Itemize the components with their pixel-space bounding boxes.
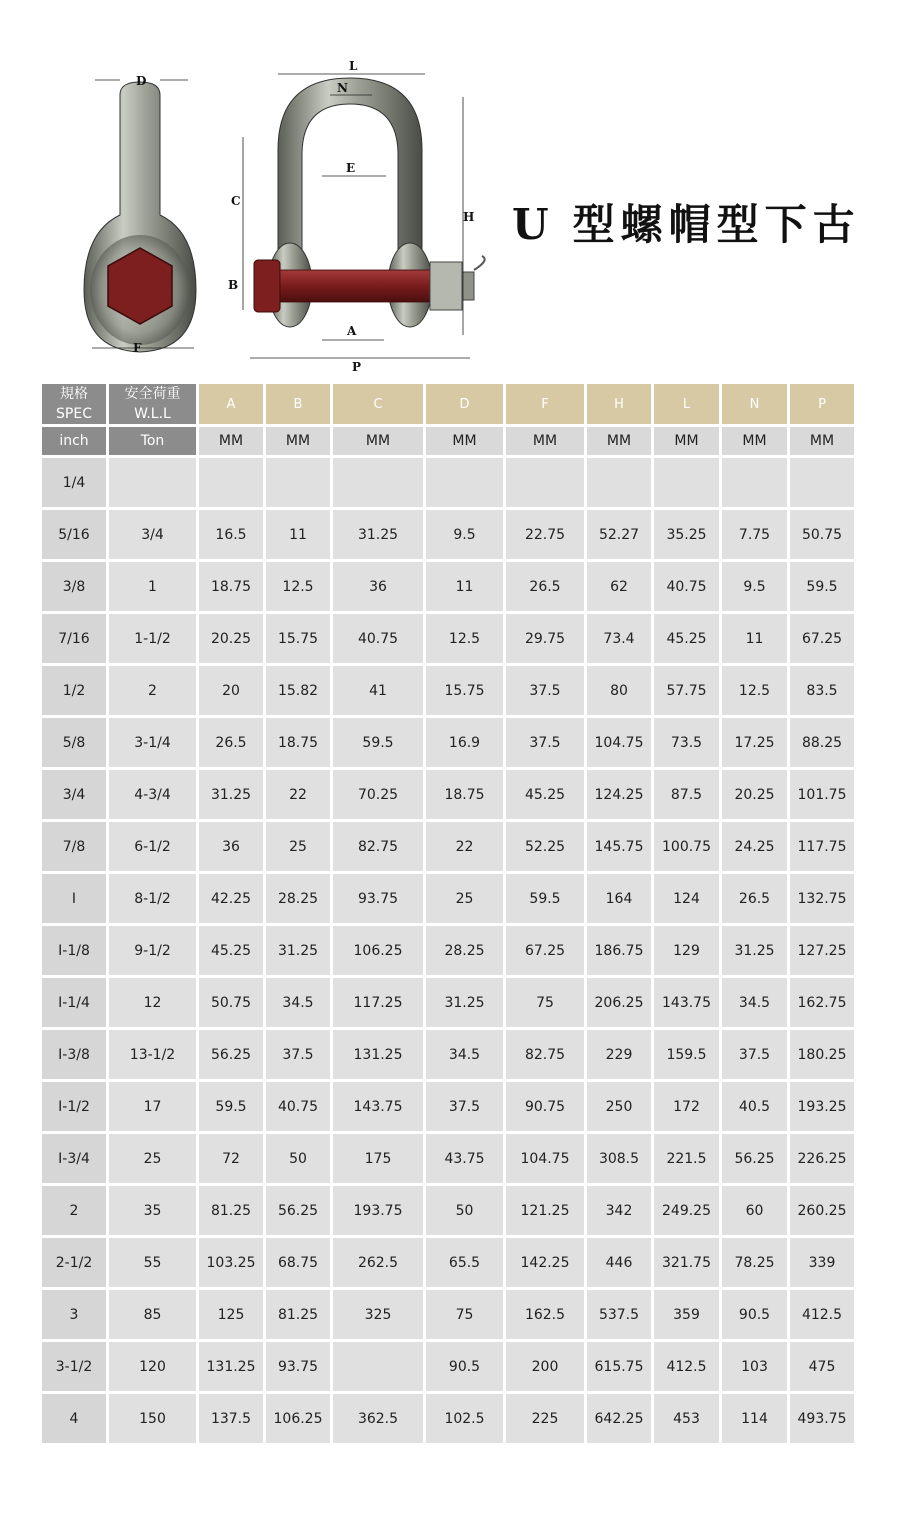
label-b: B: [228, 278, 239, 292]
table-row: [42, 666, 854, 715]
spec-unit-cell: inch: [42, 427, 106, 455]
dimension-cell: 29.75: [506, 614, 584, 663]
dimension-cell: 125: [199, 1290, 263, 1339]
dimension-cell: 90.5: [722, 1290, 787, 1339]
wll-cell: 12: [109, 978, 196, 1027]
dimension-cell: 26.5: [722, 874, 787, 923]
dimension-cell: 11: [266, 510, 330, 559]
dimension-cell: 117.75: [790, 822, 854, 871]
wll-cell: 8-1/2: [109, 874, 196, 923]
spec-header-en: SPEC: [56, 406, 92, 422]
dimension-cell: 175: [333, 1134, 423, 1183]
wll-unit-cell: Ton: [109, 427, 196, 455]
dimension-cell: 40.75: [333, 614, 423, 663]
spec-table: [39, 381, 857, 1446]
wll-cell: 9-1/2: [109, 926, 196, 975]
dimension-cell: 493.75: [790, 1394, 854, 1443]
label-p: P: [352, 360, 362, 374]
dimension-cell: 25: [426, 874, 503, 923]
dimension-cell: 412.5: [654, 1342, 719, 1391]
spec-cell: I-3/8: [42, 1030, 106, 1079]
unit-cell: MM: [506, 427, 584, 455]
dimension-cell: 132.75: [790, 874, 854, 923]
dimension-cell: 137.5: [199, 1394, 263, 1443]
dimension-cell: [333, 458, 423, 507]
dimension-cell: 193.25: [790, 1082, 854, 1131]
dimension-cell: [790, 458, 854, 507]
spec-cell: 2-1/2: [42, 1238, 106, 1287]
table-row: [42, 1082, 854, 1131]
dimension-cell: 11: [722, 614, 787, 663]
dimension-cell: 162.5: [506, 1290, 584, 1339]
column-header-a: A: [199, 384, 263, 424]
dimension-cell: 37.5: [506, 666, 584, 715]
dimension-cell: 164: [587, 874, 651, 923]
spec-cell: I: [42, 874, 106, 923]
dimension-cell: 225: [506, 1394, 584, 1443]
dimension-cell: 82.75: [506, 1030, 584, 1079]
dimension-cell: 34.5: [266, 978, 330, 1027]
dimension-cell: 9.5: [722, 562, 787, 611]
column-header-f: F: [506, 384, 584, 424]
label-f: F: [133, 341, 142, 355]
dimension-cell: 93.75: [266, 1342, 330, 1391]
dimension-cell: 59.5: [199, 1082, 263, 1131]
dimension-cell: 60: [722, 1186, 787, 1235]
table-row: [42, 1290, 854, 1339]
dimension-cell: 56.25: [722, 1134, 787, 1183]
wll-cell: 1: [109, 562, 196, 611]
dimension-cell: 45.25: [654, 614, 719, 663]
dimension-cell: 412.5: [790, 1290, 854, 1339]
dimension-cell: 59.5: [790, 562, 854, 611]
spec-cell: 3-1/2: [42, 1342, 106, 1391]
dimension-cell: 162.75: [790, 978, 854, 1027]
dimension-cell: 124: [654, 874, 719, 923]
dimension-cell: 31.25: [426, 978, 503, 1027]
unit-cell: MM: [722, 427, 787, 455]
dimension-cell: 342: [587, 1186, 651, 1235]
dimension-cell: 28.25: [266, 874, 330, 923]
spec-cell: I-1/8: [42, 926, 106, 975]
dimension-cell: 35.25: [654, 510, 719, 559]
dimension-cell: 325: [333, 1290, 423, 1339]
spec-cell: 2: [42, 1186, 106, 1235]
dimension-cell: 131.25: [333, 1030, 423, 1079]
dimension-cell: 142.25: [506, 1238, 584, 1287]
wll-cell: 17: [109, 1082, 196, 1131]
dimension-cell: 102.5: [426, 1394, 503, 1443]
spec-cell: 1/4: [42, 458, 106, 507]
table-row: [42, 1134, 854, 1183]
dimension-cell: 59.5: [333, 718, 423, 767]
dimension-cell: 15.75: [426, 666, 503, 715]
dimension-cell: 45.25: [199, 926, 263, 975]
unit-cell: MM: [333, 427, 423, 455]
dimension-cell: 262.5: [333, 1238, 423, 1287]
dimension-cell: 308.5: [587, 1134, 651, 1183]
dimension-cell: 40.75: [266, 1082, 330, 1131]
dimension-cell: 321.75: [654, 1238, 719, 1287]
dimension-cell: 78.25: [722, 1238, 787, 1287]
dimension-cell: 339: [790, 1238, 854, 1287]
dimension-cell: 50: [426, 1186, 503, 1235]
dimension-cell: 22: [266, 770, 330, 819]
dimension-cell: 103: [722, 1342, 787, 1391]
spec-cell: 3/8: [42, 562, 106, 611]
spec-header-zh: 規格: [60, 386, 88, 402]
dimension-cell: 362.5: [333, 1394, 423, 1443]
dimension-cell: 9.5: [426, 510, 503, 559]
wll-header-en: W.L.L: [134, 406, 171, 422]
unit-cell: MM: [654, 427, 719, 455]
unit-cell: MM: [587, 427, 651, 455]
dimension-cell: 11: [426, 562, 503, 611]
dimension-cell: 50.75: [199, 978, 263, 1027]
dimension-cell: 37.5: [266, 1030, 330, 1079]
dimension-cell: 90.5: [426, 1342, 503, 1391]
dimension-cell: 206.25: [587, 978, 651, 1027]
dimension-cell: 104.75: [587, 718, 651, 767]
dimension-cell: 172: [654, 1082, 719, 1131]
table-row: [42, 1394, 854, 1443]
label-d: D: [136, 74, 147, 88]
wll-cell: 25: [109, 1134, 196, 1183]
dimension-cell: 12.5: [722, 666, 787, 715]
dimension-cell: 34.5: [722, 978, 787, 1027]
dimension-cell: 81.25: [266, 1290, 330, 1339]
table-row: [42, 770, 854, 819]
dimension-cell: 31.25: [722, 926, 787, 975]
table-row: [42, 1238, 854, 1287]
dimension-cell: 34.5: [426, 1030, 503, 1079]
dimension-cell: 18.75: [199, 562, 263, 611]
dimension-cell: 70.25: [333, 770, 423, 819]
dimension-cell: 12.5: [426, 614, 503, 663]
dimension-cell: 229: [587, 1030, 651, 1079]
dimension-cell: [722, 458, 787, 507]
wll-cell: [109, 458, 196, 507]
unit-cell: MM: [790, 427, 854, 455]
dimension-cell: 12.5: [266, 562, 330, 611]
dimension-cell: [654, 458, 719, 507]
dimension-cell: 67.25: [790, 614, 854, 663]
spec-cell: I-1/2: [42, 1082, 106, 1131]
dimension-cell: 50.75: [790, 510, 854, 559]
unit-cell: MM: [426, 427, 503, 455]
dimension-cell: 159.5: [654, 1030, 719, 1079]
wll-cell: 85: [109, 1290, 196, 1339]
dimension-cell: 100.75: [654, 822, 719, 871]
dimension-cell: 67.25: [506, 926, 584, 975]
dimension-cell: 20.25: [722, 770, 787, 819]
dimension-cell: 249.25: [654, 1186, 719, 1235]
dimension-cell: 40.5: [722, 1082, 787, 1131]
table-row: [42, 978, 854, 1027]
wll-cell: 4-3/4: [109, 770, 196, 819]
dimension-cell: 106.25: [266, 1394, 330, 1443]
dimension-cell: 75: [426, 1290, 503, 1339]
wll-cell: 1-1/2: [109, 614, 196, 663]
dimension-cell: 117.25: [333, 978, 423, 1027]
dimension-cell: 15.82: [266, 666, 330, 715]
dimension-cell: 50: [266, 1134, 330, 1183]
spec-header-cell: [42, 384, 106, 424]
dimension-cell: [506, 458, 584, 507]
spec-cell: 7/8: [42, 822, 106, 871]
dimension-cell: 59.5: [506, 874, 584, 923]
dimension-cell: 101.75: [790, 770, 854, 819]
dimension-cell: 180.25: [790, 1030, 854, 1079]
label-h: H: [463, 210, 475, 224]
dimension-cell: 45.25: [506, 770, 584, 819]
dimension-cell: 359: [654, 1290, 719, 1339]
wll-cell: 150: [109, 1394, 196, 1443]
dimension-cell: 31.25: [333, 510, 423, 559]
dimension-cell: 114: [722, 1394, 787, 1443]
dimension-cell: 260.25: [790, 1186, 854, 1235]
wll-cell: 6-1/2: [109, 822, 196, 871]
dimension-cell: 41: [333, 666, 423, 715]
spec-cell: 1/2: [42, 666, 106, 715]
dimension-cell: 75: [506, 978, 584, 1027]
dimension-cell: 143.75: [654, 978, 719, 1027]
unit-cell: MM: [199, 427, 263, 455]
dimension-cell: 36: [333, 562, 423, 611]
table-row: [42, 874, 854, 923]
dimension-cell: 124.25: [587, 770, 651, 819]
dimension-cell: 104.75: [506, 1134, 584, 1183]
dimension-cell: 615.75: [587, 1342, 651, 1391]
dimension-cell: 475: [790, 1342, 854, 1391]
dimension-cell: 56.25: [199, 1030, 263, 1079]
shackle-diagram: [0, 0, 900, 380]
table-row: [42, 1030, 854, 1079]
spec-cell: 4: [42, 1394, 106, 1443]
dimension-cell: 26.5: [199, 718, 263, 767]
dimension-cell: 26.5: [506, 562, 584, 611]
dimension-cell: 106.25: [333, 926, 423, 975]
spec-cell: I-3/4: [42, 1134, 106, 1183]
dimension-cell: 68.75: [266, 1238, 330, 1287]
label-e: E: [346, 161, 356, 175]
dimension-cell: [266, 458, 330, 507]
column-header-d: D: [426, 384, 503, 424]
dimension-cell: 31.25: [199, 770, 263, 819]
dimension-cell: [199, 458, 263, 507]
dimension-cell: 80: [587, 666, 651, 715]
unit-cell: MM: [266, 427, 330, 455]
table-row: [42, 562, 854, 611]
dimension-cell: 40.75: [654, 562, 719, 611]
dimension-cell: 72: [199, 1134, 263, 1183]
dimension-cell: 43.75: [426, 1134, 503, 1183]
dimension-cell: 250: [587, 1082, 651, 1131]
wll-cell: 55: [109, 1238, 196, 1287]
column-header-c: C: [333, 384, 423, 424]
dimension-cell: 56.25: [266, 1186, 330, 1235]
dimension-cell: 73.5: [654, 718, 719, 767]
wll-cell: 13-1/2: [109, 1030, 196, 1079]
dimension-cell: 37.5: [506, 718, 584, 767]
spec-cell: 5/16: [42, 510, 106, 559]
spec-cell: 3/4: [42, 770, 106, 819]
dimension-cell: 90.75: [506, 1082, 584, 1131]
dimension-cell: 537.5: [587, 1290, 651, 1339]
table-row: [42, 510, 854, 559]
dimension-cell: 16.5: [199, 510, 263, 559]
table-row: [42, 614, 854, 663]
column-header-l: L: [654, 384, 719, 424]
dimension-cell: [426, 458, 503, 507]
dimension-cell: [587, 458, 651, 507]
dimension-cell: 127.25: [790, 926, 854, 975]
dimension-cell: 37.5: [426, 1082, 503, 1131]
table-row: [42, 822, 854, 871]
dimension-cell: 28.25: [426, 926, 503, 975]
dimension-cell: 16.9: [426, 718, 503, 767]
spec-cell: 7/16: [42, 614, 106, 663]
dimension-cell: 52.25: [506, 822, 584, 871]
dimension-cell: 186.75: [587, 926, 651, 975]
spec-cell: I-1/4: [42, 978, 106, 1027]
dimension-cell: 42.25: [199, 874, 263, 923]
dimension-cell: [333, 1342, 423, 1391]
wll-cell: 3/4: [109, 510, 196, 559]
wll-cell: 3-1/4: [109, 718, 196, 767]
dimension-cell: 221.5: [654, 1134, 719, 1183]
dimension-cell: 25: [266, 822, 330, 871]
shackle-side-view: [84, 82, 196, 352]
dimension-cell: 446: [587, 1238, 651, 1287]
table-row: [42, 458, 854, 507]
column-header-n: N: [722, 384, 787, 424]
dimension-cell: 200: [506, 1342, 584, 1391]
dimension-cell: 226.25: [790, 1134, 854, 1183]
spec-cell: 3: [42, 1290, 106, 1339]
header-row-labels: [42, 384, 854, 424]
wll-cell: 120: [109, 1342, 196, 1391]
dimension-cell: 18.75: [266, 718, 330, 767]
page-title-prefix: U: [512, 200, 555, 249]
label-a: A: [347, 324, 357, 338]
dimension-cell: 57.75: [654, 666, 719, 715]
wll-header-zh: 安全荷重: [124, 386, 181, 402]
dimension-cell: 62: [587, 562, 651, 611]
dimension-cell: 22: [426, 822, 503, 871]
wll-cell: 2: [109, 666, 196, 715]
spec-cell: 5/8: [42, 718, 106, 767]
dimension-cell: 131.25: [199, 1342, 263, 1391]
wll-header-cell: [109, 384, 196, 424]
dimension-cell: 22.75: [506, 510, 584, 559]
label-c: C: [231, 194, 241, 208]
dimension-cell: 82.75: [333, 822, 423, 871]
dimension-cell: 36: [199, 822, 263, 871]
dimension-cell: 24.25: [722, 822, 787, 871]
wll-cell: 35: [109, 1186, 196, 1235]
dimension-cell: 193.75: [333, 1186, 423, 1235]
dimension-cell: 121.25: [506, 1186, 584, 1235]
dimension-cell: 81.25: [199, 1186, 263, 1235]
dimension-cell: 103.25: [199, 1238, 263, 1287]
shackle-front-view: [254, 78, 485, 327]
column-header-b: B: [266, 384, 330, 424]
dimension-cell: 87.5: [654, 770, 719, 819]
dimension-cell: 145.75: [587, 822, 651, 871]
dimension-cell: 20.25: [199, 614, 263, 663]
dimension-cell: 642.25: [587, 1394, 651, 1443]
dimension-cell: 88.25: [790, 718, 854, 767]
column-header-h: H: [587, 384, 651, 424]
dimension-cell: 20: [199, 666, 263, 715]
dimension-cell: 143.75: [333, 1082, 423, 1131]
dimension-cell: 93.75: [333, 874, 423, 923]
page-title-text: 型螺帽型下古: [572, 200, 861, 249]
dimension-cell: 7.75: [722, 510, 787, 559]
dimension-cell: 73.4: [587, 614, 651, 663]
header-row-units: [42, 427, 854, 455]
table-row: [42, 1186, 854, 1235]
dimension-cell: 31.25: [266, 926, 330, 975]
dimension-cell: 37.5: [722, 1030, 787, 1079]
label-n: N: [337, 81, 348, 95]
dimension-cell: 17.25: [722, 718, 787, 767]
dimension-cell: 453: [654, 1394, 719, 1443]
dimension-cell: 129: [654, 926, 719, 975]
dimension-cell: 18.75: [426, 770, 503, 819]
table-row: [42, 926, 854, 975]
label-l: L: [349, 59, 358, 73]
table-row: [42, 718, 854, 767]
dimension-cell: 52.27: [587, 510, 651, 559]
table-row: [42, 1342, 854, 1391]
dimension-cell: 15.75: [266, 614, 330, 663]
page-title: [512, 192, 861, 252]
dimension-cell: 65.5: [426, 1238, 503, 1287]
column-header-p: P: [790, 384, 854, 424]
dimension-cell: 83.5: [790, 666, 854, 715]
